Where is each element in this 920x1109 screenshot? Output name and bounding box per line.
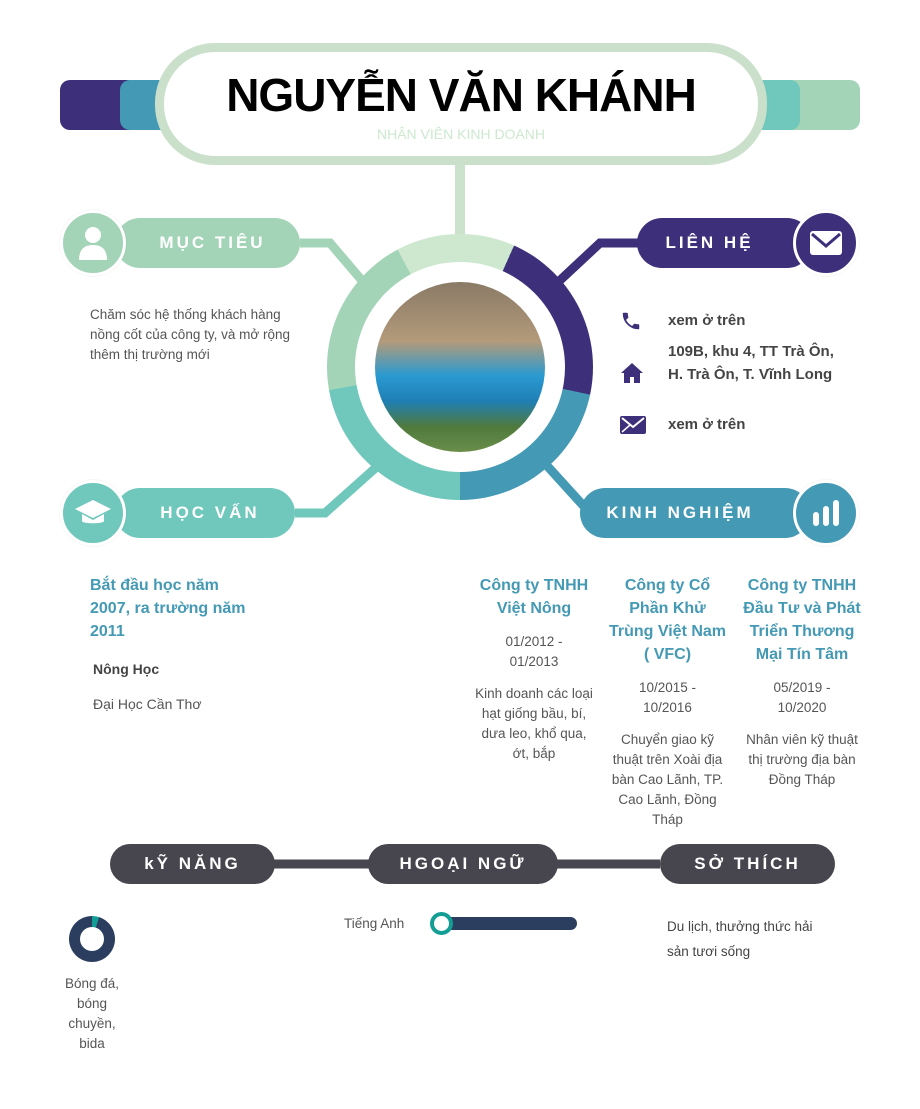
- contact-address: 109B, khu 4, TT Trà Ôn, H. Trà Ôn, T. Vĩnh Long: [668, 343, 834, 383]
- job-dates: 10/2015 - 10/2016: [638, 680, 697, 715]
- user-icon: [60, 210, 126, 276]
- profile-photo: [375, 282, 545, 452]
- language-name: Tiếng Anh: [344, 916, 405, 931]
- skill-donut-hole: [80, 927, 104, 951]
- job-description: Chuyển giao kỹ thuật trên Xoài địa bàn Cao Lãnh, TP. Cao Lãnh, Đồng Tháp: [611, 732, 724, 827]
- contact-phone-icon: [620, 310, 642, 337]
- section-objective-header: [115, 218, 300, 268]
- job-title: NHÂN VIÊN KINH DOANH: [376, 126, 546, 142]
- job-company: Công ty Cổ Phần Khử Trùng Việt Nam ( VFC): [608, 577, 727, 663]
- section-contact-header: [637, 218, 812, 268]
- languages-label: HGOẠI NGỮ: [399, 854, 527, 873]
- language-level-track: [432, 917, 577, 930]
- section-experience-header: [580, 488, 810, 538]
- education-school: Đại Học Cần Thơ: [93, 696, 202, 712]
- contact-email: xem ở trên: [668, 416, 746, 433]
- objective-label: MỤC TIÊU: [159, 233, 266, 252]
- job-dates: 01/2012 - 01/2013: [505, 634, 563, 669]
- job-dates: 05/2019 - 10/2020: [773, 680, 831, 715]
- job-company: Công ty TNHH Việt Nông: [479, 577, 589, 617]
- bar-chart-icon: [793, 480, 859, 546]
- experience-job: [740, 574, 864, 790]
- job-company: Công ty TNHH Đầu Tư và Phát Triển Thương Mại Tín Tâm: [743, 577, 861, 663]
- contact-phone: xem ở trên: [668, 312, 746, 329]
- hobbies-label: SỞ THÍCH: [694, 854, 801, 873]
- experience-job: [474, 574, 594, 764]
- contact-mail-icon: [620, 416, 646, 439]
- mail-icon: [793, 210, 859, 276]
- skill-name: Bóng đá, bóng chuyền, bida: [64, 976, 120, 1051]
- experience-label: KINH NGHIỆM: [606, 503, 754, 522]
- skills-label: kỸ NĂNG: [144, 854, 241, 873]
- language-level-knob: [430, 912, 453, 935]
- section-skills-header: [110, 844, 275, 884]
- section-education-header: [115, 488, 295, 538]
- graduation-cap-icon: [60, 480, 126, 546]
- experience-job: [605, 574, 730, 830]
- education-major: Nông Học: [93, 661, 160, 677]
- section-languages-header: [368, 844, 558, 884]
- person-name: NGUYỄN VĂN KHÁNH: [226, 69, 696, 121]
- hobbies-text: Du lịch, thưởng thức hải sản tươi sống: [667, 919, 813, 959]
- education-label: HỌC VẤN: [160, 503, 260, 522]
- job-description: Kinh doanh các loại hạt giống bầu, bí, dưa leo, khổ qua, ớt, bắp: [475, 686, 593, 761]
- education-period: Bắt đầu học năm 2007, ra trường năm 2011: [90, 577, 246, 640]
- section-hobbies-header: [660, 844, 835, 884]
- contact-home-icon: [620, 362, 644, 389]
- contact-label: LIÊN HỆ: [665, 233, 754, 252]
- objective-text: Chăm sóc hệ thống khách hàng nồng cốt của công ty, và mở rộng thêm thị trường mới: [90, 307, 290, 362]
- job-description: Nhân viên kỹ thuật thị trường địa bàn Đồng Tháp: [746, 732, 858, 787]
